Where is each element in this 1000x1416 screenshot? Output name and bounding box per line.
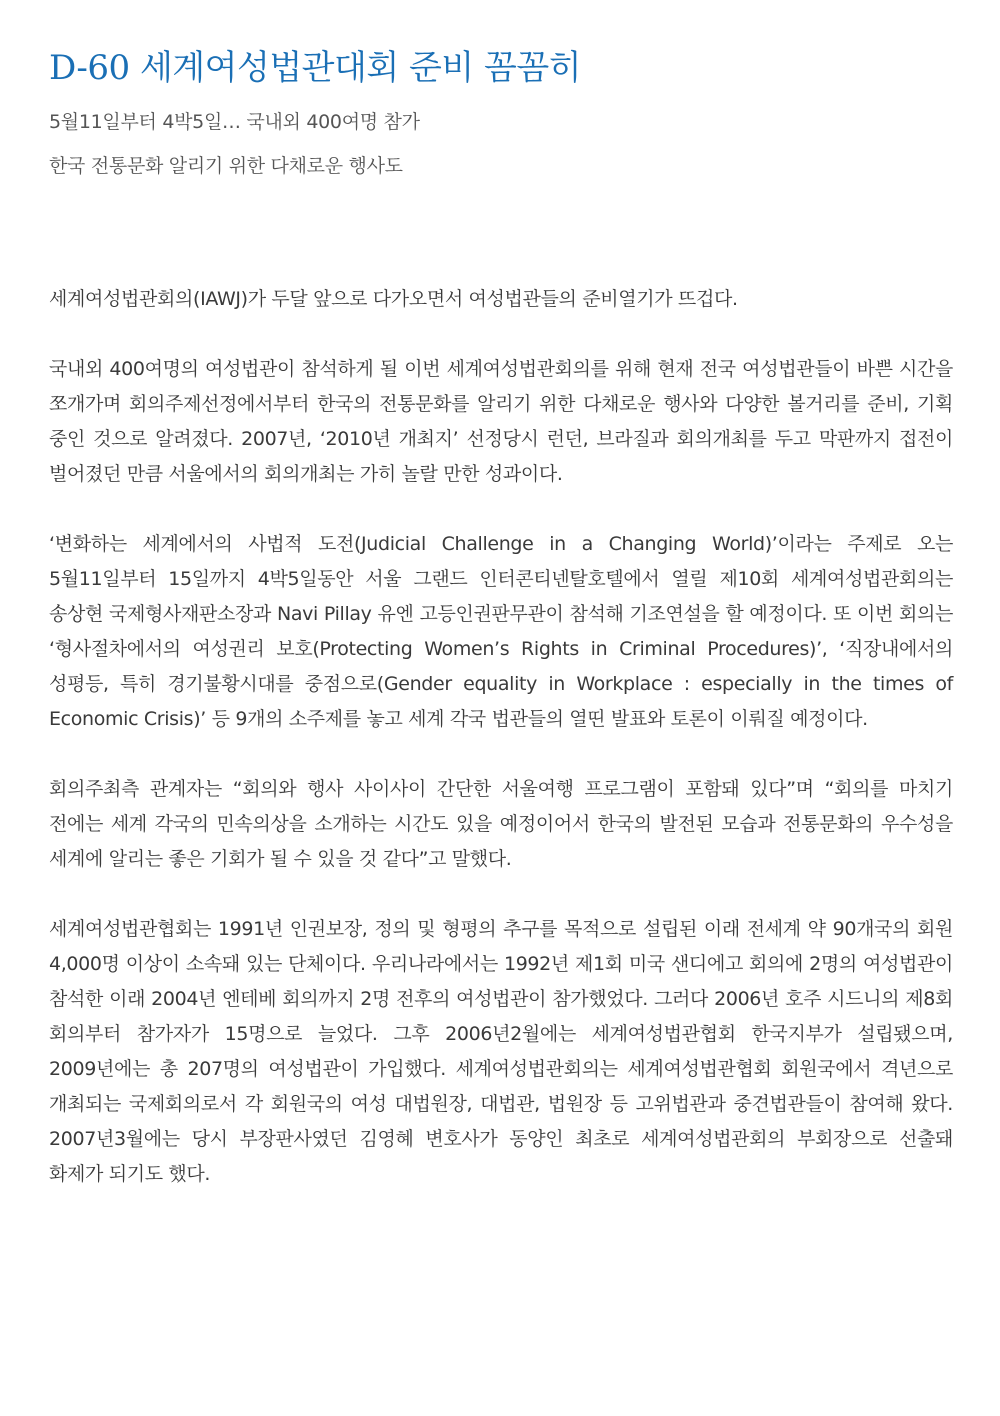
headline: D-60 세계여성법관대회 준비 꼼꼼히	[49, 48, 582, 88]
subtitles	[49, 100, 953, 188]
subtitle: 5월11일부터 4박5일… 국내외 400여명 참가	[49, 111, 420, 133]
paragraph: 국내외 400여명의 여성법관이 참석하게 될 이번 세계여성법관회의를 위해 현재 전국 여성법관들이 바쁜 시간을 쪼개가며 회의주제선정에서부터 한국의 전통문화를 알리기 위한 다채로운 행사와 다양한 볼거리를 준비, 기획 중인 것으로 알려졌다. 2007년, ‘2010년 개최지’ 선정당시 런던, 브라질과 회의개최를 두고 막판까지 접전이 벌어졌던 만큼 서울에서의 회의개최는 가히 놀랄 만한 성과이다.	[49, 358, 953, 485]
article-body	[49, 282, 953, 1192]
paragraph: ‘변화하는 세계에서의 사법적 도전(Judicial Challenge in a Changing World)’이라는 주제로 오는 5월11일부터 15일까지 4박5일동안 서울 그랜드 인터콘티넨탈호텔에서 열릴 제10회 세계여성법관회의는 송상현 국제형사재판소장과 Navi Pillay 유엔 고등인권판무관이 참석해 기조연설을 할 예정이다. 또 이번 회의는 ‘형사절차에서의 여성권리 보호(Protecting Women’s Rights in Criminal Procedures)’, ‘직장내에서의 성평등, 특히 경기불황시대를 중점으로(Gender equality in Workplace : especially in the times of Economic Crisis)’ 등 9개의 소주제를 놓고 세계 각국 법관들의 열띤 발표와 토론이 이뤄질 예정이다.	[49, 533, 953, 730]
subtitle: 한국 전통문화 알리기 위한 다채로운 행사도	[49, 155, 403, 177]
paragraph: 세계여성법관협회는 1991년 인권보장, 정의 및 형평의 추구를 목적으로 설립된 이래 전세계 약 90개국의 회원 4,000명 이상이 소속돼 있는 단체이다. 우리나라에서는 1992년 제1회 미국 샌디에고 회의에 2명의 여성법관이 참석한 이래 2004년 엔테베 회의까지 2명 전후의 여성법관이 참가했었다. 그러다 2006년 호주 시드니의 제8회 회의부터 참가자가 15명으로 늘었다. 그후 2006년2월에는 세계여성법관협회 한국지부가 설립됐으며, 2009년에는 총 207명의 여성법관이 가입했다. 세계여성법관회의는 세계여성법관협회 회원국에서 격년으로 개최되는 국제회의로서 각 회원국의 여성 대법원장, 대법관, 법원장 등 고위법관과 중견법관들이 참여해 왔다. 2007년3월에는 당시 부장판사였던 김영혜 변호사가 동양인 최초로 세계여성법관회의 부회장으로 선출돼 화제가 되기도 했다.	[49, 918, 953, 1185]
article	[49, 40, 953, 1192]
paragraph: 세계여성법관회의(IAWJ)가 두달 앞으로 다가오면서 여성법관들의 준비열기가 뜨겁다.	[49, 288, 738, 310]
paragraph: 회의주최측 관계자는 “회의와 행사 사이사이 간단한 서울여행 프로그램이 포함돼 있다”며 “회의를 마치기 전에는 세계 각국의 민속의상을 소개하는 시간도 있을 예정이어서 한국의 발전된 모습과 전통문화의 우수성을 세계에 알리는 좋은 기회가 될 수 있을 것 같다”고 말했다.	[49, 778, 953, 870]
